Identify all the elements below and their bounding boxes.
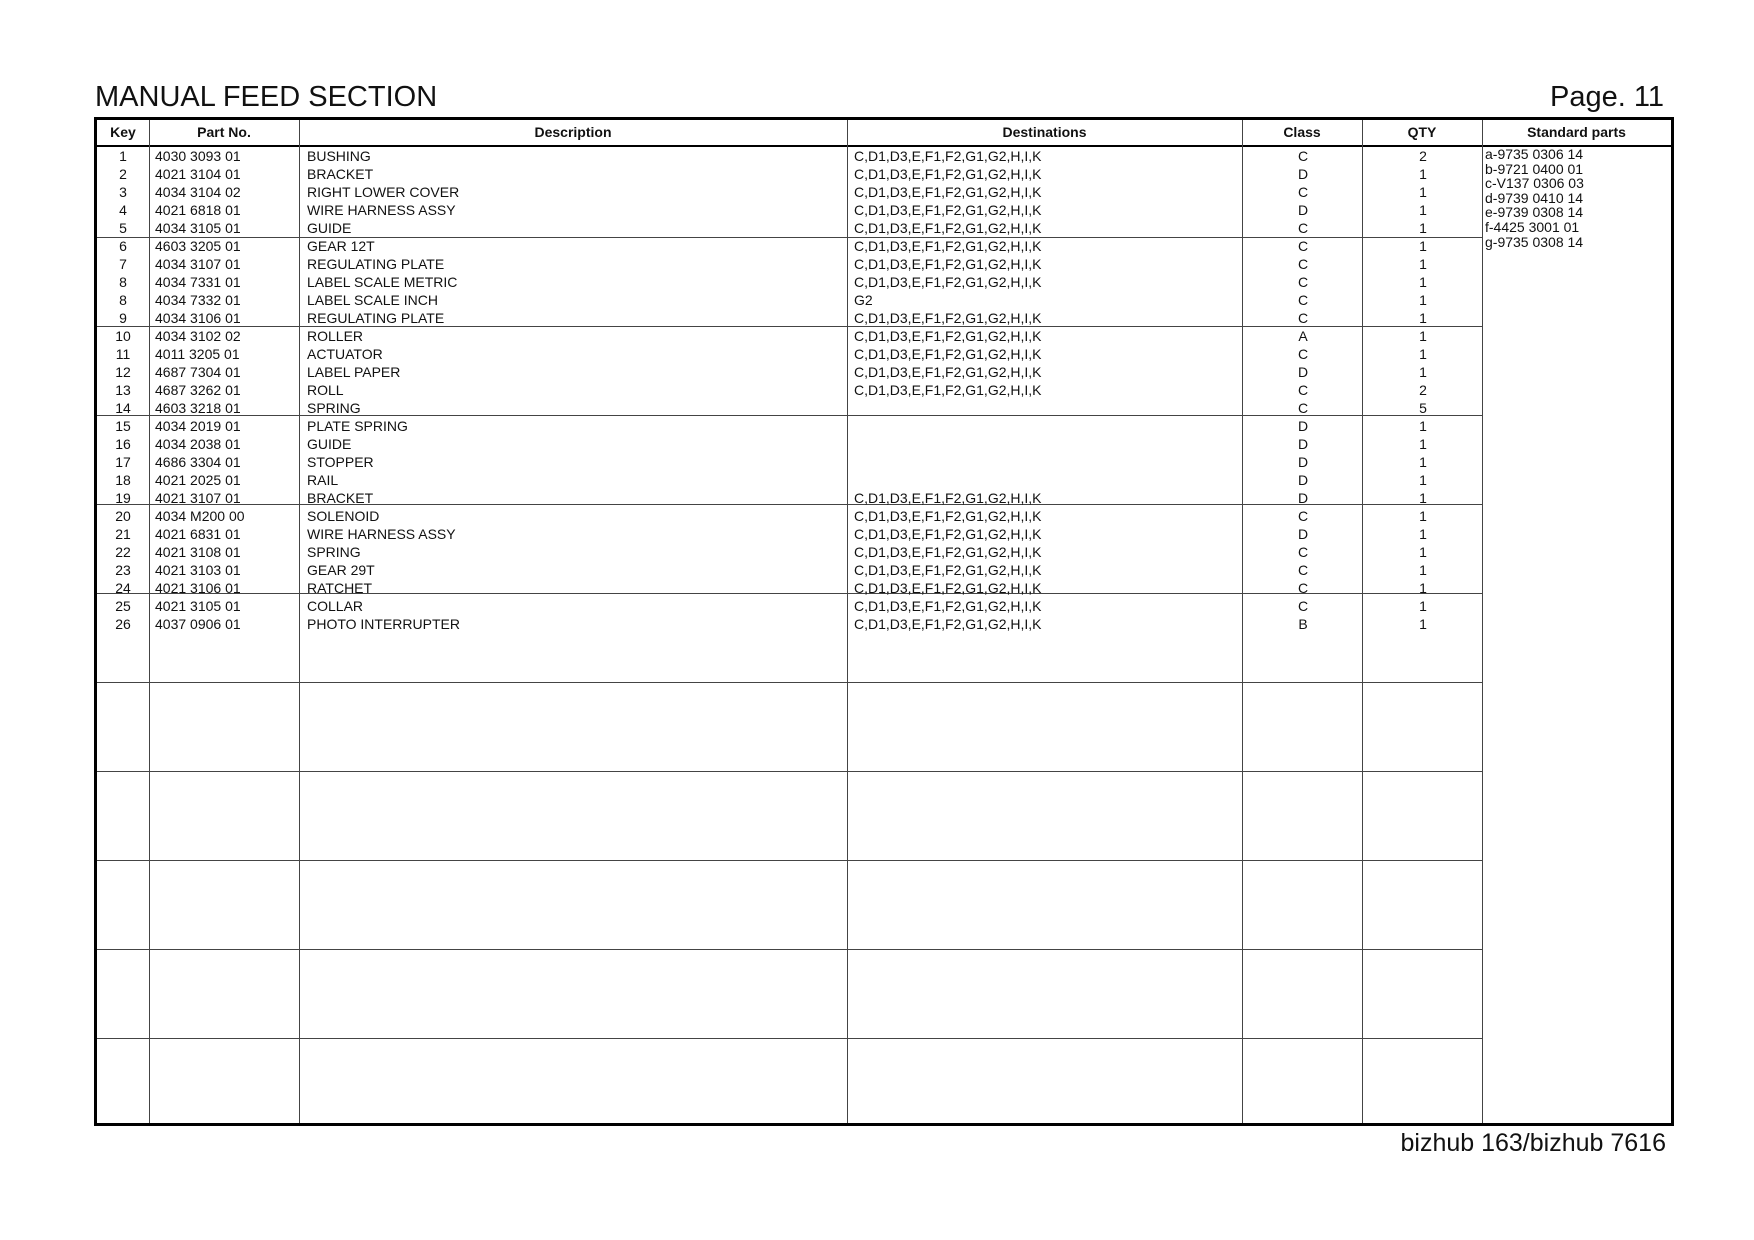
cell-key: 10 [115,328,131,344]
cell-description: WIRE HARNESS ASSY [307,202,456,218]
cell-key: 17 [115,454,131,470]
table-row [97,399,1571,417]
cell-qty: 1 [1419,598,1427,614]
header-standard-parts: Standard parts [1527,124,1626,140]
header-key: Key [110,124,136,140]
cell-description: COLLAR [307,598,364,614]
table-row [97,579,1571,597]
cell-destinations [854,417,1244,435]
table-row [97,345,1571,363]
cell-description: RAIL [307,472,339,488]
cell-qty: 1 [1419,292,1427,308]
cell-key: 11 [115,346,131,362]
cell-part-no: 4034 3105 01 [155,220,241,236]
table-row [97,507,1571,525]
cell-key: 5 [119,220,127,236]
cell-destinations [854,453,1244,471]
table-row [97,273,1571,291]
cell-part-no: 4030 3093 01 [155,148,241,164]
cell-class: C [1297,346,1309,362]
cell-description: LABEL SCALE INCH [307,292,438,308]
cell-class: C [1297,382,1309,398]
cell-destinations: C,D1,D3,E,F1,F2,G1,G2,H,I,K [854,310,1042,326]
cell-part-no: 4034 7331 01 [155,274,241,290]
cell-description: ACTUATOR [307,346,383,362]
cell-part-no: 4687 7304 01 [155,364,241,380]
cell-class: D [1297,364,1309,380]
cell-part-no: 4034 3107 01 [155,256,241,272]
cell-qty: 1 [1419,238,1427,254]
cell-destinations: C,D1,D3,E,F1,F2,G1,G2,H,I,K [854,616,1042,632]
table-row [97,309,1571,327]
cell-class: A [1298,328,1308,344]
header-destinations: Destinations [1002,124,1087,140]
cell-class: C [1297,310,1309,326]
table-row [97,165,1571,183]
table-row [97,489,1571,507]
cell-qty: 1 [1419,616,1427,632]
cell-description: SPRING [307,400,361,416]
standard-part-item: f-4425 3001 01 [1485,218,1580,235]
cell-part-no: 4021 6818 01 [155,202,241,218]
cell-qty: 1 [1419,436,1427,452]
cell-key: 13 [115,382,131,398]
table-row [97,255,1571,273]
cell-description: GEAR 12T [307,238,375,254]
table-row [97,615,1571,633]
cell-class: D [1297,202,1309,218]
header-description: Description [534,124,612,140]
standard-part-item: a-9735 0306 14 [1485,146,1584,162]
table-row [97,147,1571,165]
cell-part-no: 4034 3102 02 [155,328,241,344]
cell-key: 4 [119,202,127,218]
cell-description: LABEL SCALE METRIC [307,274,458,290]
table-row [97,381,1571,399]
cell-destinations: C,D1,D3,E,F1,F2,G1,G2,H,I,K [854,508,1042,524]
cell-description: GUIDE [307,436,352,452]
cell-destinations: C,D1,D3,E,F1,F2,G1,G2,H,I,K [854,274,1042,290]
cell-description: ROLLER [307,328,364,344]
cell-class: D [1297,418,1309,434]
cell-part-no: 4037 0906 01 [155,616,241,632]
cell-key: 25 [115,598,131,614]
cell-description: REGULATING PLATE [307,310,445,326]
cell-destinations: C,D1,D3,E,F1,F2,G1,G2,H,I,K [854,202,1042,218]
table-row [97,327,1571,345]
cell-key: 18 [115,472,131,488]
cell-part-no: 4021 3103 01 [155,562,241,578]
cell-qty: 1 [1419,166,1427,182]
cell-description: WIRE HARNESS ASSY [307,526,456,542]
cell-part-no: 4021 2025 01 [155,472,241,488]
table-row [97,183,1571,201]
cell-qty: 2 [1419,148,1427,164]
cell-qty: 1 [1419,346,1427,362]
cell-part-no: 4603 3218 01 [155,400,241,416]
cell-key: 7 [119,256,127,272]
cell-class: C [1297,292,1309,308]
cell-destinations [854,399,1244,417]
cell-key: 9 [119,310,127,326]
table-row [97,543,1571,561]
cell-qty: 1 [1419,562,1427,578]
cell-part-no: 4034 3104 02 [155,184,241,200]
table-row [97,471,1571,489]
table-row [97,597,1571,615]
cell-description: LABEL PAPER [307,364,401,380]
cell-key: 3 [119,184,127,200]
cell-key: 12 [115,364,131,380]
cell-description: SOLENOID [307,508,380,524]
cell-description: REGULATING PLATE [307,256,445,272]
page-title: MANUAL FEED SECTION [95,81,438,113]
cell-qty: 1 [1419,364,1427,380]
table-row [97,363,1571,381]
cell-description: SPRING [307,544,361,560]
cell-part-no: 4687 3262 01 [155,382,241,398]
cell-part-no: 4034 3106 01 [155,310,241,326]
cell-key: 8 [119,274,127,290]
cell-destinations: C,D1,D3,E,F1,F2,G1,G2,H,I,K [854,490,1042,506]
cell-class: C [1297,148,1309,164]
table-row [97,237,1571,255]
cell-class: B [1298,616,1308,632]
cell-qty: 1 [1419,580,1427,596]
cell-key: 20 [115,508,131,524]
table-row [97,201,1571,219]
cell-key: 1 [119,148,127,164]
cell-qty: 1 [1419,274,1427,290]
cell-description: GUIDE [307,220,352,236]
cell-description: RIGHT LOWER COVER [307,184,460,200]
cell-part-no: 4021 3108 01 [155,544,241,560]
cell-class: D [1297,166,1309,182]
cell-qty: 1 [1419,202,1427,218]
cell-description: GEAR 29T [307,562,375,578]
cell-class: C [1297,508,1309,524]
cell-destinations: C,D1,D3,E,F1,F2,G1,G2,H,I,K [854,238,1042,254]
cell-qty: 5 [1419,400,1427,416]
cell-part-no: 4686 3304 01 [155,454,241,470]
table-row [97,219,1571,237]
cell-qty: 1 [1419,472,1427,488]
cell-part-no: 4021 3107 01 [155,490,241,506]
cell-class: C [1297,256,1309,272]
header-part-no: Part No. [197,124,251,140]
cell-description: PHOTO INTERRUPTER [307,616,460,632]
header-class: Class [1283,124,1321,140]
cell-qty: 1 [1419,490,1427,506]
cell-class: C [1297,598,1309,614]
cell-class: D [1297,526,1309,542]
cell-description: BRACKET [307,490,374,506]
page-number: Page. 11 [1550,81,1664,113]
table-row [97,525,1571,543]
table-row [97,561,1571,579]
cell-key: 2 [119,166,127,182]
cell-destinations: C,D1,D3,E,F1,F2,G1,G2,H,I,K [854,256,1042,272]
cell-destinations: C,D1,D3,E,F1,F2,G1,G2,H,I,K [854,184,1042,200]
standard-part-item: e-9739 0308 14 [1485,204,1584,221]
cell-qty: 1 [1419,220,1427,236]
standard-part-item: d-9739 0410 14 [1485,189,1584,206]
standard-part-item: c-V137 0306 03 [1485,175,1584,192]
cell-destinations: C,D1,D3,E,F1,F2,G1,G2,H,I,K [854,346,1042,362]
cell-class: C [1297,238,1309,254]
cell-class: D [1297,472,1309,488]
cell-destinations: C,D1,D3,E,F1,F2,G1,G2,H,I,K [854,562,1042,578]
row-group-divider [97,771,1482,772]
table-row [97,435,1571,453]
table-row [97,291,1571,309]
cell-key: 16 [115,436,131,452]
table-header [97,120,1671,147]
cell-part-no: 4034 2038 01 [155,436,241,452]
cell-key: 22 [115,544,131,560]
cell-key: 14 [115,400,131,416]
cell-class: C [1297,562,1309,578]
cell-destinations: G2 [854,292,873,308]
row-group-divider [97,1038,1482,1039]
cell-part-no: 4021 3104 01 [155,166,241,182]
parts-table [94,117,1674,1126]
cell-key: 15 [115,418,131,434]
cell-key: 21 [115,526,131,542]
cell-qty: 1 [1419,184,1427,200]
standard-part-item: g-9735 0308 14 [1485,233,1584,250]
cell-class: C [1297,274,1309,290]
cell-description: BRACKET [307,166,374,182]
cell-destinations: C,D1,D3,E,F1,F2,G1,G2,H,I,K [854,166,1042,182]
cell-part-no: 4034 7332 01 [155,292,241,308]
cell-key: 8 [119,292,127,308]
row-group-divider [97,860,1482,861]
cell-class: D [1297,454,1309,470]
cell-destinations: C,D1,D3,E,F1,F2,G1,G2,H,I,K [854,580,1042,596]
footer-model: bizhub 163/bizhub 7616 [1400,1129,1666,1157]
cell-part-no: 4011 3205 01 [155,346,240,362]
cell-class: C [1297,220,1309,236]
cell-qty: 1 [1419,526,1427,542]
cell-destinations: C,D1,D3,E,F1,F2,G1,G2,H,I,K [854,598,1042,614]
cell-qty: 1 [1419,328,1427,344]
cell-destinations [854,471,1244,489]
cell-part-no: 4034 M200 00 [155,508,245,524]
header-qty: QTY [1407,124,1437,140]
cell-qty: 2 [1419,382,1427,398]
cell-class: D [1297,490,1309,506]
cell-destinations: C,D1,D3,E,F1,F2,G1,G2,H,I,K [854,526,1042,542]
cell-part-no: 4034 2019 01 [155,418,241,434]
cell-class: C [1297,544,1309,560]
cell-part-no: 4021 6831 01 [155,526,241,542]
cell-class: C [1297,184,1309,200]
cell-qty: 1 [1419,544,1427,560]
cell-destinations: C,D1,D3,E,F1,F2,G1,G2,H,I,K [854,148,1042,164]
cell-part-no: 4021 3105 01 [155,598,241,614]
table-row [97,417,1571,435]
cell-description: ROLL [307,382,344,398]
cell-qty: 1 [1419,508,1427,524]
standard-parts-list [1485,147,1665,249]
row-group-divider [97,682,1482,683]
cell-part-no: 4021 3106 01 [155,580,241,596]
table-row [97,453,1571,471]
cell-destinations: C,D1,D3,E,F1,F2,G1,G2,H,I,K [854,364,1042,380]
cell-qty: 1 [1419,418,1427,434]
cell-destinations: C,D1,D3,E,F1,F2,G1,G2,H,I,K [854,382,1042,398]
row-group-divider [97,949,1482,950]
cell-class: C [1297,580,1309,596]
cell-qty: 1 [1419,454,1427,470]
cell-key: 6 [119,238,127,254]
cell-part-no: 4603 3205 01 [155,238,241,254]
cell-key: 23 [115,562,131,578]
cell-description: STOPPER [307,454,374,470]
cell-key: 26 [115,616,131,632]
cell-destinations: C,D1,D3,E,F1,F2,G1,G2,H,I,K [854,544,1042,560]
cell-key: 19 [115,490,131,506]
cell-class: D [1297,436,1309,452]
cell-destinations [854,435,1244,453]
cell-class: C [1297,400,1309,416]
cell-key: 24 [115,580,131,596]
standard-part-item: b-9721 0400 01 [1485,160,1584,177]
cell-description: PLATE SPRING [307,418,408,434]
cell-destinations: C,D1,D3,E,F1,F2,G1,G2,H,I,K [854,328,1042,344]
cell-qty: 1 [1419,310,1427,326]
cell-qty: 1 [1419,256,1427,272]
cell-destinations: C,D1,D3,E,F1,F2,G1,G2,H,I,K [854,220,1042,236]
cell-description: BUSHING [307,148,371,164]
cell-description: RATCHET [307,580,373,596]
